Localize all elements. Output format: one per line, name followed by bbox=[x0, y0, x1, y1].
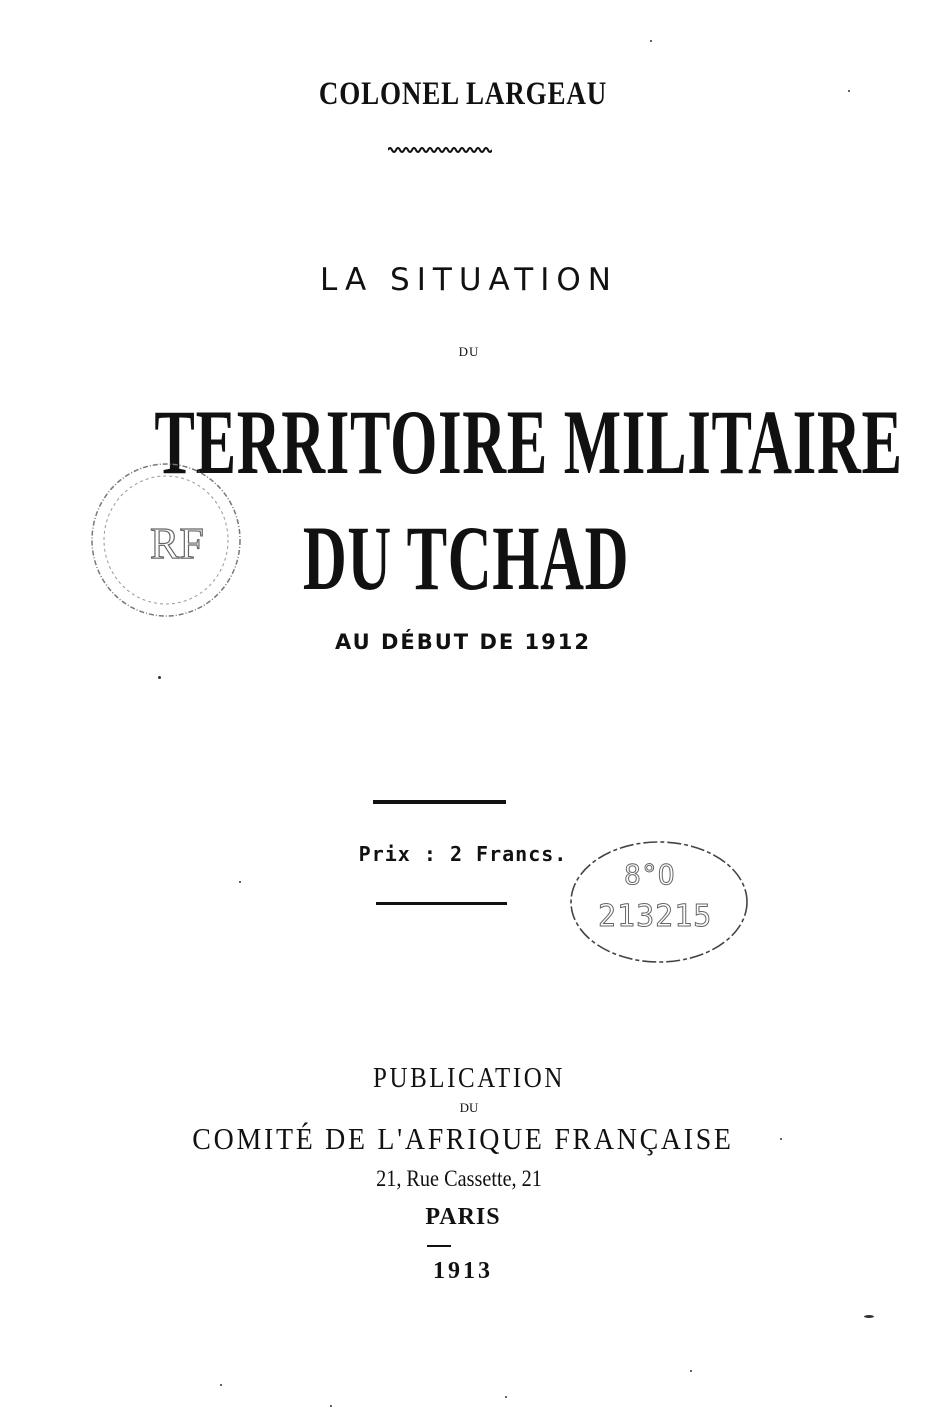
call-number-stamp bbox=[566, 836, 752, 968]
title-la-situation: LA SITUATION bbox=[320, 262, 618, 298]
title-connector-du: DU bbox=[458, 344, 480, 359]
subtitle-date: AU DÉBUT DE 1912 bbox=[335, 630, 591, 654]
publisher-name: COMITÉ DE L'AFRIQUE FRANÇAISE bbox=[192, 1121, 734, 1156]
author-name: COLONEL LARGEAU bbox=[318, 76, 608, 112]
publisher-city: PARIS bbox=[425, 1204, 501, 1230]
ornamental-squiggle bbox=[388, 146, 492, 154]
rule-top bbox=[373, 800, 506, 804]
publication-connector-du: DU bbox=[459, 1100, 479, 1115]
title-territoire-militaire: TERRITOIRE MILITAIRE bbox=[154, 391, 903, 493]
paper-speck bbox=[158, 676, 161, 679]
paper-speck bbox=[690, 1370, 692, 1372]
paper-speck bbox=[848, 90, 850, 92]
rule-bottom bbox=[376, 902, 507, 905]
paper-speck bbox=[650, 40, 652, 42]
paper-speck bbox=[864, 1315, 874, 1318]
paper-speck bbox=[330, 1405, 332, 1407]
call-number-digits: 213215 bbox=[598, 899, 713, 934]
paper-speck bbox=[780, 1138, 782, 1140]
price-text: Prix : 2 Francs. bbox=[358, 842, 568, 866]
publication-year: 1913 bbox=[433, 1258, 493, 1284]
paper-speck bbox=[239, 881, 241, 883]
city-dash bbox=[427, 1245, 451, 1247]
paper-speck bbox=[220, 1384, 222, 1386]
call-number-prefix: 8°O bbox=[624, 858, 675, 891]
paper-speck bbox=[505, 1396, 507, 1398]
library-stamp bbox=[86, 458, 248, 623]
title-du-tchad: DU TCHAD bbox=[302, 507, 630, 609]
library-stamp-letters: RF bbox=[150, 519, 204, 568]
publisher-address: 21, Rue Cassette, 21 bbox=[376, 1166, 542, 1191]
publication-label: PUBLICATION bbox=[373, 1062, 565, 1094]
